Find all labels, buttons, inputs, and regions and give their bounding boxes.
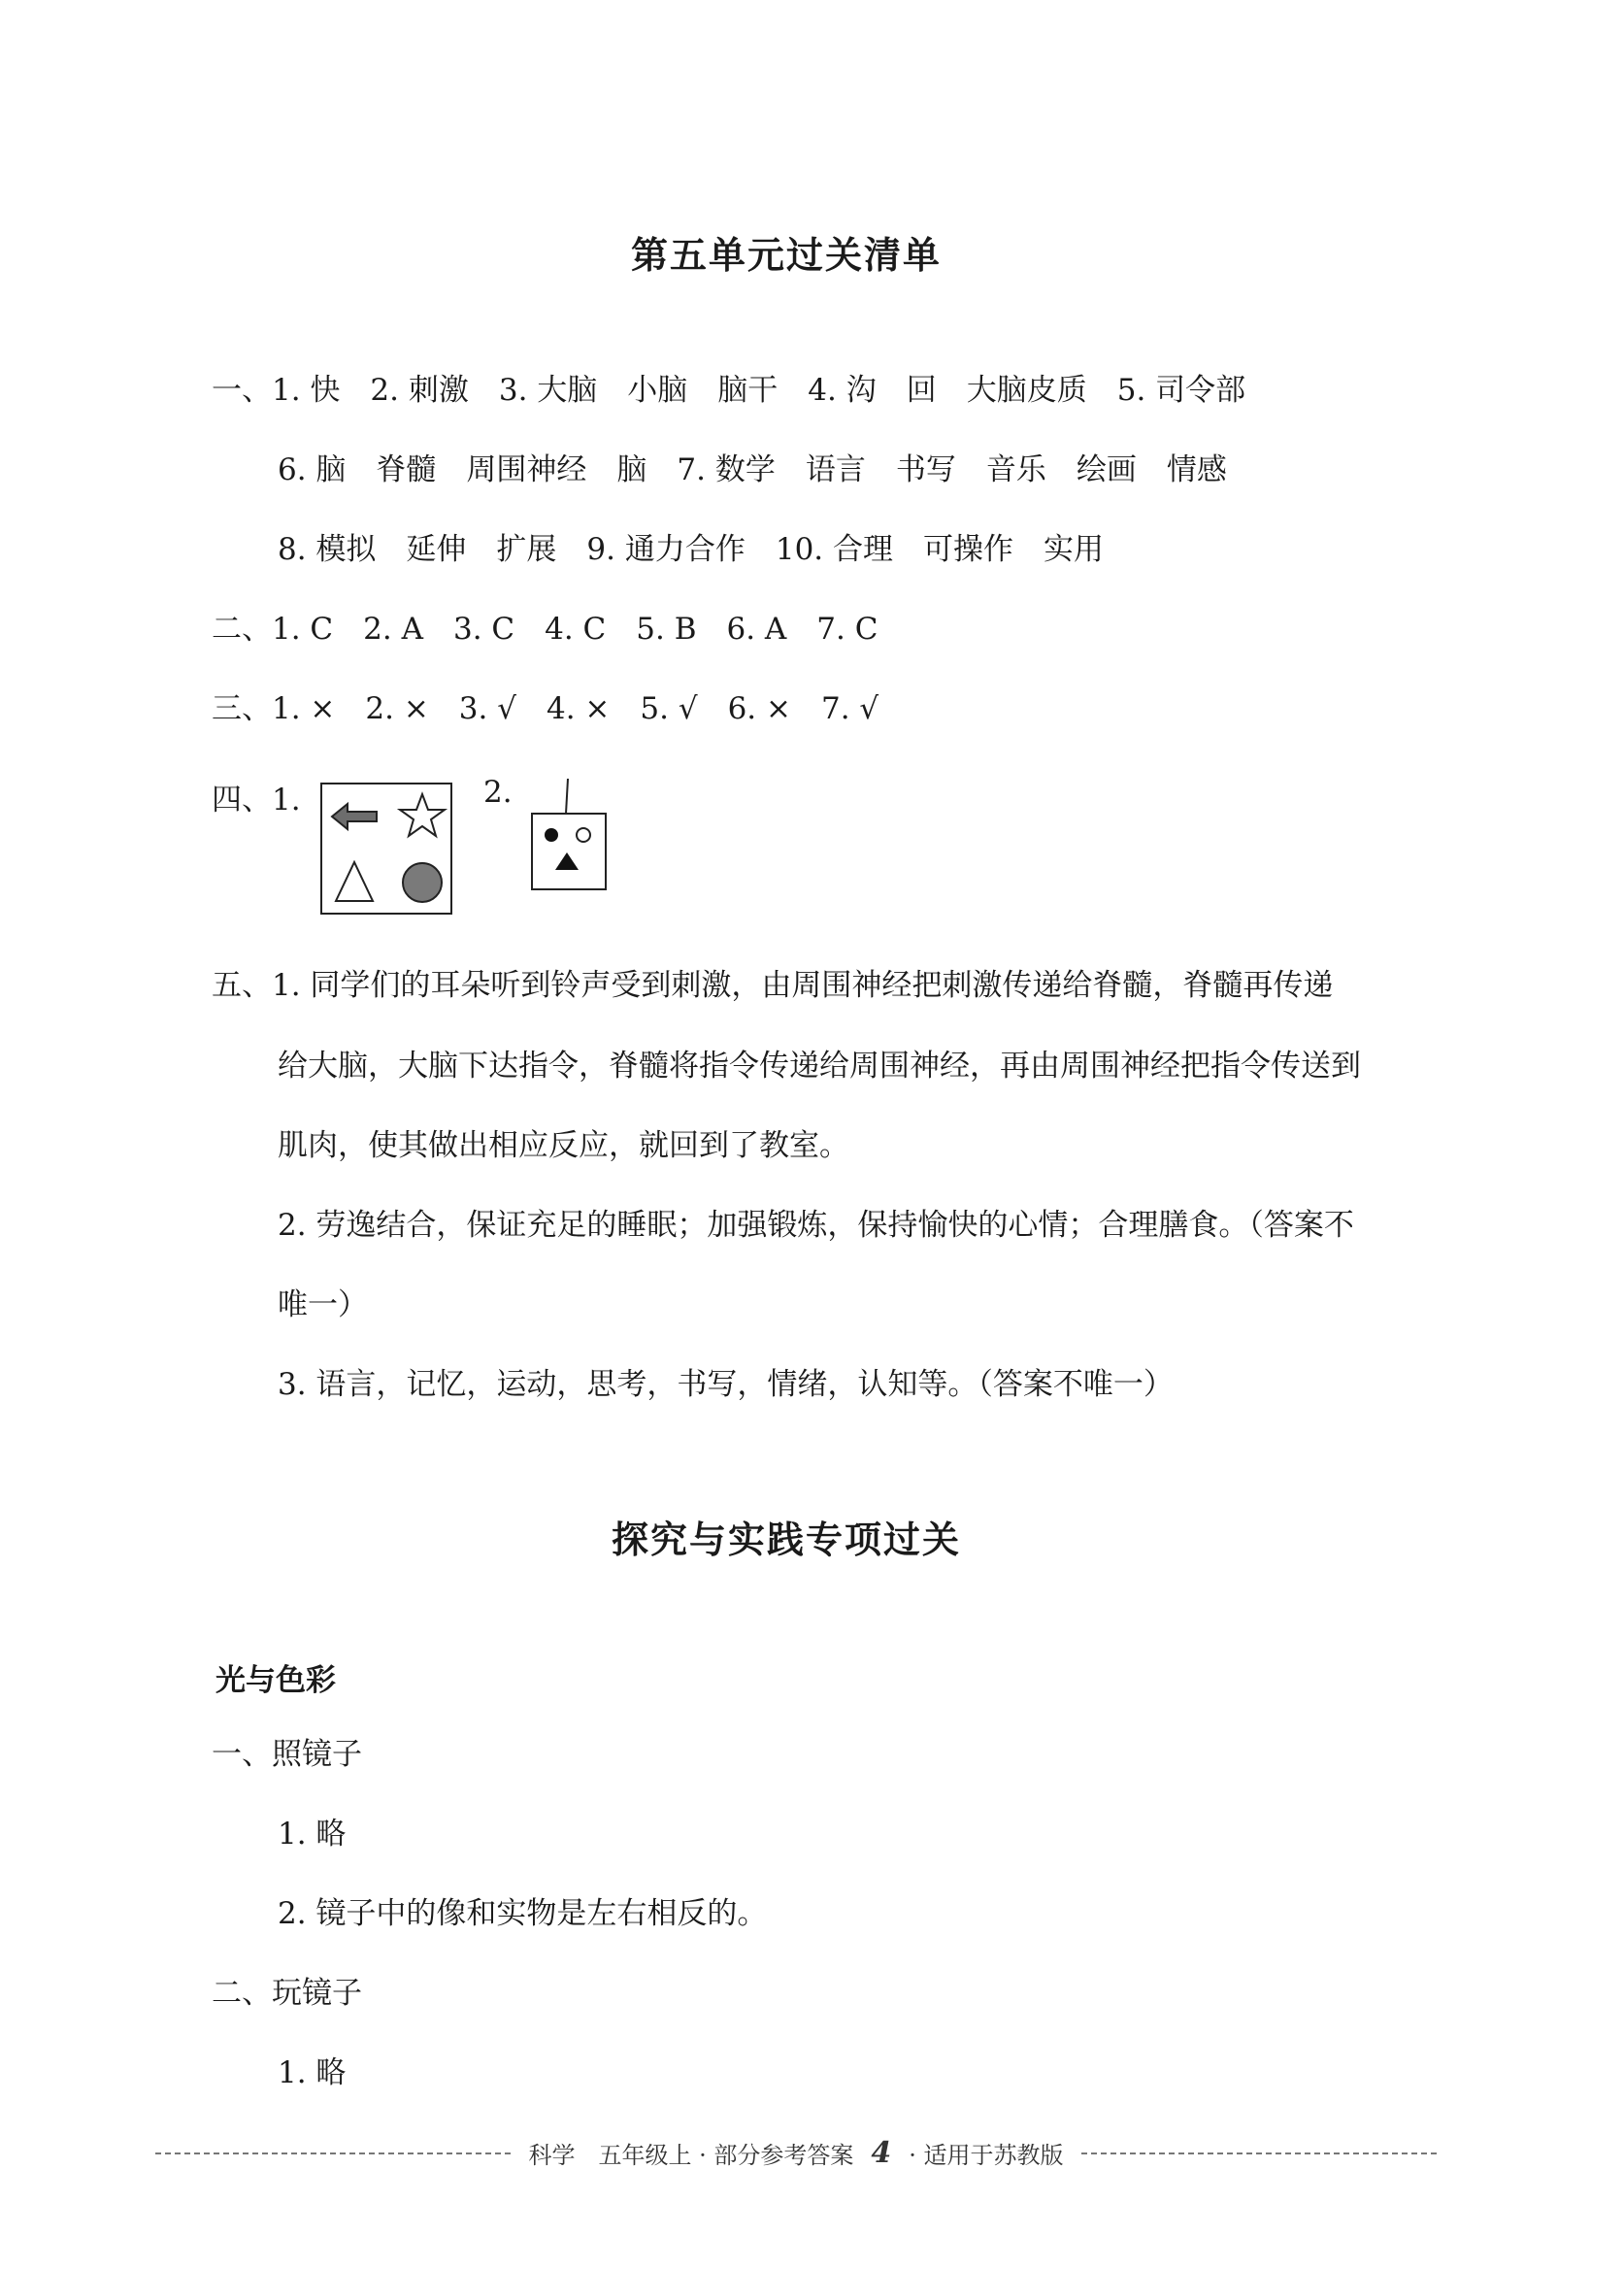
footer-suffix: · 适用于苏教版 [909,2142,1064,2169]
section-title-practice: 探究与实践专项过关 [611,1518,961,1561]
hollow-eye-icon [577,828,590,842]
circle-icon [403,863,442,902]
footer-text: 科学 五年级上 · 部分参考答案 [528,2142,854,2169]
answer-line-1: 一、1. 快 2. 刺激 3. 大脑 小脑 脑干 4. 沟 回 大脑皮质 5. 司令部 [212,373,1246,408]
star-icon [400,794,445,836]
practice-line-2: 1. 略 [278,1817,347,1852]
practice-line-3: 2. 镜子中的像和实物是左右相反的。 [278,1896,768,1931]
subtitle-light-color: 光与色彩 [215,1663,336,1698]
footer-dash-right [1081,2152,1437,2154]
q5-line-3: 肌肉，使其做出相应反应，就回到了教室。 [278,1128,849,1163]
triangle-mouth-icon [555,852,579,870]
practice-line-5: 1. 略 [278,2055,347,2090]
section-title-unit5: 第五单元过关清单 [630,234,942,277]
arrow-left-icon [332,804,377,829]
q4-label-2: 2. [483,775,513,810]
q5-line-4: 2. 劳逸结合，保证充足的睡眠；加强锻炼，保持愉快的心情；合理膳食。（答案不 [278,1208,1354,1243]
figure-2-shapes [530,777,608,893]
answer-line-judge: 三、1. × 2. × 3. √ 4. × 5. √ 6. × 7. √ [212,691,879,726]
page-number: 4 [871,2136,892,2170]
q5-line-5: 唯一） [278,1287,368,1322]
q5-line-2: 给大脑，大脑下达指令，脊髓将指令传递给周围神经，再由周围神经把指令传送到 [278,1049,1361,1084]
robot-head [532,814,606,889]
figure-2 [530,777,608,893]
practice-line-4: 二、玩镜子 [212,1976,362,2011]
answer-line-2: 6. 脑 脊髓 周围神经 脑 7. 数学 语言 书写 音乐 绘画 情感 [278,452,1227,487]
q5-line-6: 3. 语言，记忆，运动，思考，书写，情绪，认知等。（答案不唯一） [278,1367,1174,1402]
practice-line-1: 一、照镜子 [212,1737,362,1772]
q5-line-1: 五、1. 同学们的耳朵听到铃声受到刺激，由周围神经把刺激传递给脊髓，脊髓再传递 [212,968,1334,1003]
answer-line-3: 8. 模拟 延伸 扩展 9. 通力合作 10. 合理 可操作 实用 [278,532,1105,567]
antenna-line [566,779,568,814]
answer-line-choice: 二、1. C 2. A 3. C 4. C 5. B 6. A 7. C [212,612,878,647]
figure-1-box [320,783,452,915]
page-footer [155,2136,1437,2170]
figure-1-shapes [322,784,450,913]
triangle-icon [336,862,373,901]
filled-eye-icon [545,828,558,842]
q4-label: 四、1. [212,783,301,818]
footer-dash-left [155,2152,511,2154]
